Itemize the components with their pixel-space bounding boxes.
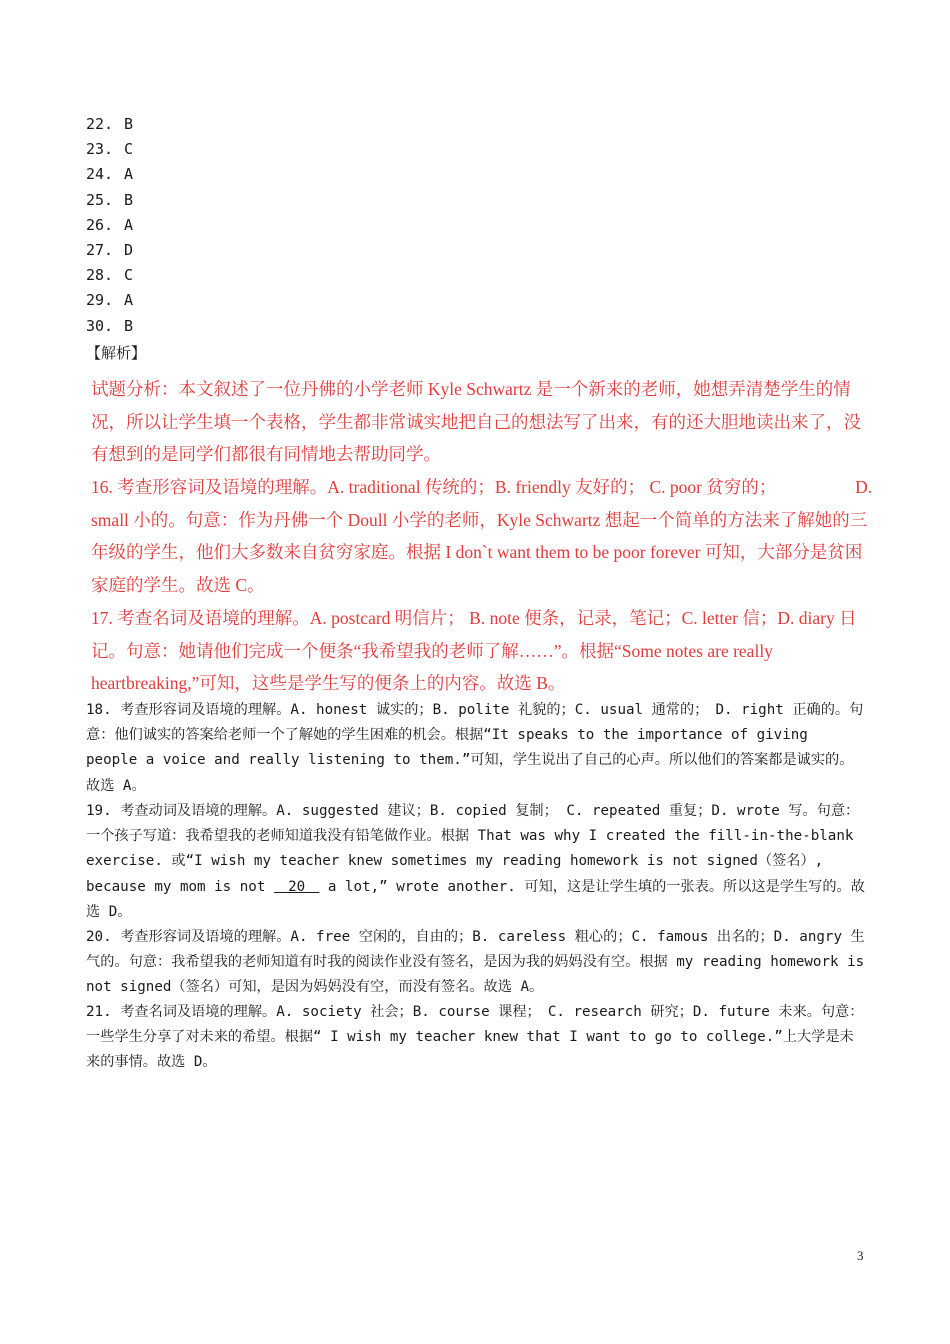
answer-letter: A <box>124 291 134 310</box>
analysis-q17: 17. 考查名词及语境的理解。A. postcard 明信片； B. note 便条，记录，笔记；C. letter 信；D. diary 日记。句意：她请他们完成一个便条“我希望我的老师了解……”。根据“Some notes are really heartbreaking,”可知，这些是学生写的便条上的内容。故选 B。 <box>91 608 857 693</box>
answer-item <box>86 213 133 238</box>
answer-item <box>86 238 133 263</box>
answer-letter: B <box>124 190 134 209</box>
answer-item <box>86 112 133 137</box>
answer-list <box>86 112 133 339</box>
answer-item <box>86 188 133 213</box>
answer-letter: C <box>124 140 134 159</box>
answer-letter: B <box>124 316 134 335</box>
answer-number: 29. <box>86 291 114 310</box>
blank-20: 20 <box>273 878 320 895</box>
answer-item <box>86 162 133 187</box>
answer-number: 28. <box>86 266 114 285</box>
analysis-q19-part2: a lot,” wrote another. 可知，这是让学生填的一张表。所以这是学生写的。故选 D。 <box>86 878 865 920</box>
answer-item <box>86 314 133 339</box>
analysis-summary: 试题分析：本文叙述了一位丹佛的小学老师 Kyle Schwartz 是一个新来的老师，她想弄清楚学生的情况，所以让学生填一个表格，学生都非常诚实地把自己的想法写了出来，有的还大胆地读出来了，没有想到的是同学们都很有同情地去帮助同学。 <box>91 379 861 464</box>
answer-number: 25. <box>86 190 114 209</box>
answer-letter: A <box>124 165 134 184</box>
analysis-q18: 18. 考查形容词及语境的理解。A. honest 诚实的；B. polite 礼貌的；C. usual 通常的； D. right 正确的。句意：他们诚实的答案给老师一个了解她的学生困难的机会。根据“It speaks to the importance of giving people a voice and really listening to them.”可知，学生说出了自己的心声。所以他们的答案都是诚实的。故选 A。 <box>86 702 864 794</box>
analysis-heading: 【解析】 <box>86 344 147 362</box>
answer-letter: A <box>124 215 134 234</box>
answer-letter: D <box>124 240 134 259</box>
answer-letter: B <box>124 115 134 133</box>
analysis-q21: 21. 考查名词及语境的理解。A. society 社会；B. course 课程； C. research 研究；D. future 未来。句意：一些学生分享了对未来的希望。根据“ I wish my teacher knew that I want to go to college.”上大学是未来的事情。故选 D。 <box>86 1004 864 1071</box>
analysis-q19 <box>86 799 866 925</box>
analysis-q20: 20. 考查形容词及语境的理解。A. free 空闲的，自由的；B. careless 粗心的；C. famous 出名的；D. angry 生气的。句意：我希望我的老师知道有时我的阅读作业没有签名，是因为我的妈妈没有空。根据 my reading homework is not signed（签名）可知，是因为妈妈没有空，而没有签名。故选 A。 <box>86 929 865 996</box>
answer-letter: C <box>124 266 134 285</box>
answer-item <box>86 288 133 313</box>
page-number: 3 <box>857 1248 864 1263</box>
answer-item <box>86 263 133 288</box>
answer-number: 24. <box>86 165 114 184</box>
answer-number: 26. <box>86 215 114 234</box>
answer-number: 30. <box>86 316 114 335</box>
answer-item <box>86 137 133 162</box>
analysis-q19-part1: 19. 考查动词及语境的理解。A. suggested 建议；B. copied 复制； C. repeated 重复；D. wrote 写。句意：一个孩子写道：我希望我的老师知道我没有铅笔做作业。根据 That was why I created the fill-in-the-blank exercise. 或“I wish my teacher knew sometimes my reading homework is not signed（签名）, because my mom is not <box>86 803 860 895</box>
answer-number: 23. <box>86 140 114 159</box>
answer-number: 22. <box>86 115 114 133</box>
answer-number: 27. <box>86 240 114 259</box>
analysis-q16: 16. 考查形容词及语境的理解。A. traditional 传统的；B. friendly 友好的； C. poor 贫穷的； D. small 小的。句意：作为丹佛一个 Doull 小学的老师，Kyle Schwartz 想起一个简单的方法来了解她的三年级的学生，他们大多数来自贫穷家庭。根据 I don`t want them to be poor forever 可知，大部分是贫困家庭的学生。故选 C。 <box>91 477 873 595</box>
